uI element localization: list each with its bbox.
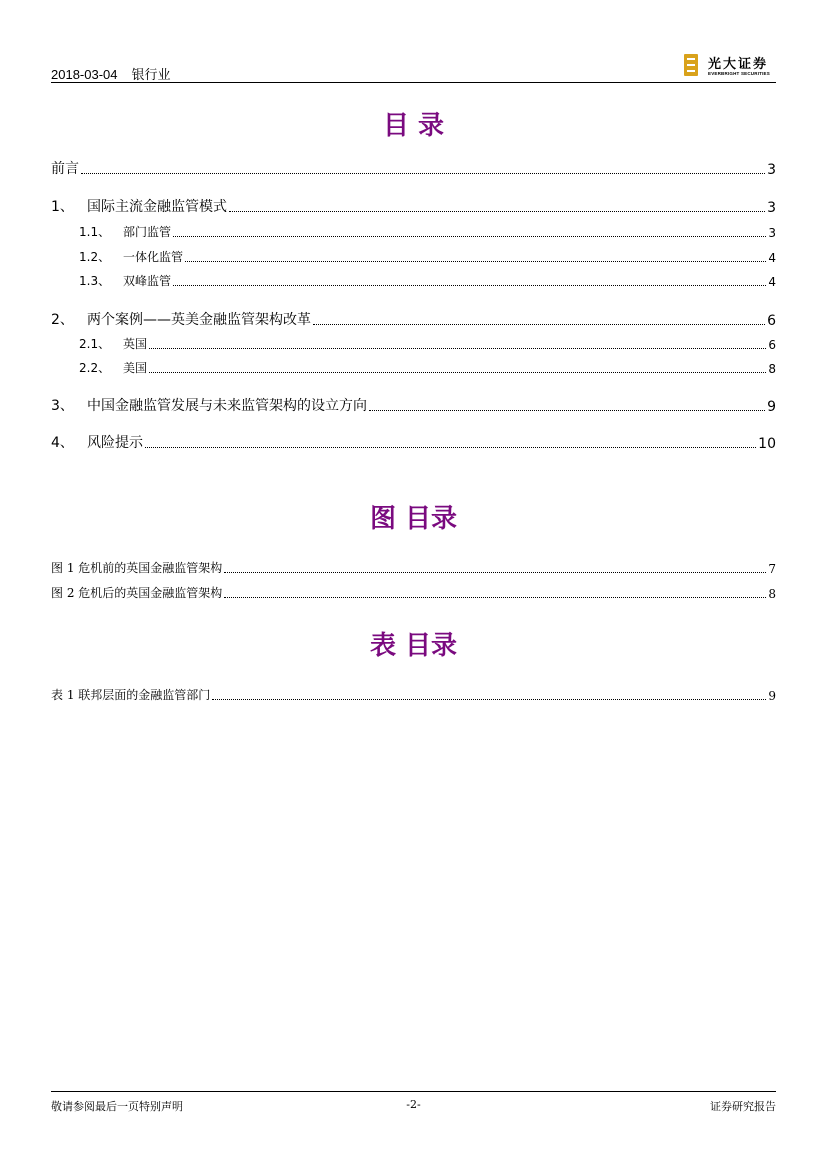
page-footer — [51, 1091, 776, 1113]
table-list-title: 表 目录 — [369, 631, 458, 661]
toc-entry-page: 10 — [758, 436, 776, 452]
toc-entry-number: 4、 — [51, 435, 74, 451]
logo-text-en: EVERBRIGHT SECURITIES — [708, 71, 770, 76]
dot-leader — [173, 236, 766, 237]
figure-entry[interactable] — [51, 559, 776, 576]
toc-entry-text: 国际主流金融监管模式 — [87, 199, 227, 215]
dot-leader — [149, 372, 766, 373]
dot-leader — [145, 447, 756, 448]
toc-entry-text: 两个案例——英美金融监管架构改革 — [87, 312, 311, 328]
page-header — [51, 52, 776, 83]
toc-entry-number: 1.1、 — [79, 225, 111, 239]
toc-subentry[interactable] — [79, 359, 776, 376]
toc-subentry[interactable] — [79, 272, 776, 289]
toc-entry-page: 6 — [768, 338, 776, 352]
toc-entry[interactable] — [51, 196, 776, 216]
dot-leader — [369, 410, 765, 411]
dot-leader — [212, 699, 766, 700]
figure-list-title: 图 目录 — [369, 504, 458, 534]
toc-entry-page: 8 — [768, 362, 776, 376]
dot-leader — [173, 285, 766, 286]
toc-entry[interactable] — [51, 395, 776, 415]
table-entry-text: 表 1 联邦层面的金融监管部门 — [51, 688, 211, 702]
toc-subentry[interactable] — [79, 335, 776, 352]
toc-entry-text: 前言 — [51, 161, 79, 177]
figure-entry-page: 8 — [768, 587, 776, 601]
dot-leader — [313, 324, 765, 325]
logo-mark-icon — [684, 54, 698, 76]
toc-entry[interactable] — [51, 432, 776, 452]
figure-entry[interactable] — [51, 584, 776, 601]
toc-entry[interactable] — [51, 158, 776, 178]
report-type: 证券研究报告 — [710, 1100, 776, 1113]
disclaimer-note: 敬请参阅最后一页特别声明 — [51, 1100, 183, 1113]
toc-entry-text: 双峰监管 — [123, 274, 172, 288]
toc-entry-text: 中国金融监管发展与未来监管架构的设立方向 — [87, 398, 367, 414]
toc-entry-page: 4 — [768, 275, 776, 289]
toc-entry-page: 3 — [767, 200, 776, 216]
industry-label: 银行业 — [131, 67, 171, 82]
toc-entry-text: 美国 — [123, 361, 148, 375]
header-info — [51, 64, 171, 83]
dot-leader — [149, 348, 766, 349]
table-entry-page: 9 — [768, 689, 776, 703]
toc-entry-text: 英国 — [123, 337, 148, 351]
toc-entry-number: 2、 — [51, 312, 74, 328]
figure-entry-text: 图 1 危机前的英国金融监管架构 — [51, 561, 223, 575]
toc-entry-page: 3 — [768, 226, 776, 240]
toc-entry-text: 部门监管 — [123, 225, 172, 239]
toc-entry-page: 4 — [768, 251, 776, 265]
page-number: -2- — [406, 1098, 421, 1111]
dot-leader — [229, 211, 765, 212]
toc-entry-page: 3 — [767, 162, 776, 178]
toc-entry[interactable] — [51, 309, 776, 329]
dot-leader — [224, 572, 766, 573]
toc-entry-number: 3、 — [51, 398, 74, 414]
toc-entry-number: 2.2、 — [79, 361, 111, 375]
toc-entry-number: 2.1、 — [79, 337, 111, 351]
toc-subentry[interactable] — [79, 223, 776, 240]
figure-entry-text: 图 2 危机后的英国金融监管架构 — [51, 586, 223, 600]
dot-leader — [185, 261, 766, 262]
toc-entry-page: 9 — [767, 399, 776, 415]
toc-entry-number: 1.2、 — [79, 250, 111, 264]
report-date: 2018-03-04 — [51, 67, 118, 82]
figure-entry-page: 7 — [768, 562, 776, 576]
dot-leader — [81, 173, 765, 174]
toc-entry-text: 一体化监管 — [123, 250, 184, 264]
company-logo — [684, 52, 776, 80]
table-entry[interactable] — [51, 686, 776, 703]
toc-title: 目 录 — [382, 111, 445, 141]
toc-entry-text: 风险提示 — [87, 435, 143, 451]
toc-subentry[interactable] — [79, 248, 776, 265]
dot-leader — [224, 597, 766, 598]
toc-entry-number: 1.3、 — [79, 274, 111, 288]
logo-text-cn: 光大证券 — [708, 57, 769, 72]
toc-entry-page: 6 — [767, 313, 776, 329]
toc-entry-number: 1、 — [51, 199, 74, 215]
